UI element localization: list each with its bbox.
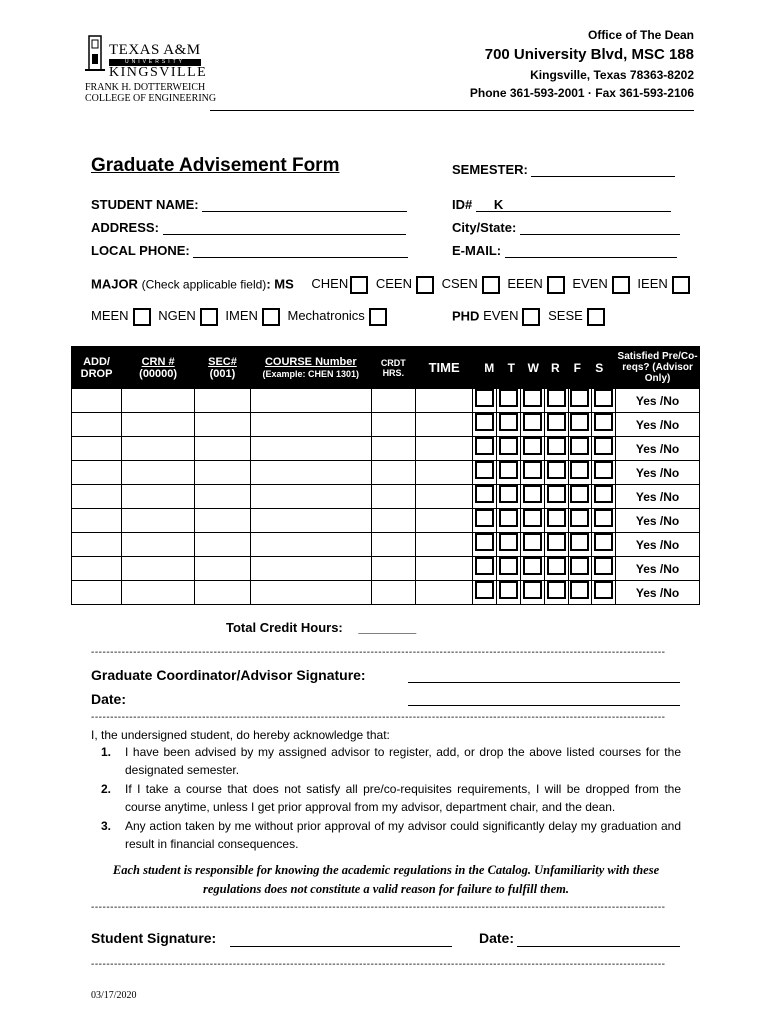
id-input[interactable] xyxy=(476,197,671,212)
table-row xyxy=(72,581,700,605)
address-label: ADDRESS: xyxy=(91,220,159,235)
id-prefix: K xyxy=(493,197,504,212)
cell-add-drop[interactable] xyxy=(72,461,122,485)
cell-time[interactable] xyxy=(415,437,473,461)
cell-day xyxy=(544,581,568,605)
cell-add-drop[interactable] xyxy=(72,533,122,557)
cell-yes-no[interactable]: Yes /No xyxy=(616,581,700,605)
cell-day xyxy=(544,413,568,437)
major-label: MAJOR xyxy=(91,276,138,292)
cell-course[interactable] xyxy=(250,509,371,533)
cell-yes-no[interactable]: Yes /No xyxy=(616,557,700,581)
day-checkbox[interactable] xyxy=(547,581,566,599)
logo-kingsville: KINGSVILLE xyxy=(109,65,208,80)
day-checkbox[interactable] xyxy=(499,389,518,407)
logo-texas: TEXAS A&M xyxy=(109,42,201,58)
divider-1: ------------------------------------------------------------------------------------------------------------------------------------------------------ xyxy=(91,647,666,658)
day-checkbox[interactable] xyxy=(475,389,494,407)
day-checkbox[interactable] xyxy=(499,581,518,599)
cell-day xyxy=(473,413,497,437)
header-rule xyxy=(210,110,694,111)
divider-3: ------------------------------------------------------------------------------------------------------------------------------------------------------ xyxy=(91,902,666,913)
email-label: E-MAIL: xyxy=(452,243,502,258)
major-option-ieen: IEEN xyxy=(637,276,693,291)
cell-day xyxy=(497,581,521,605)
cell-day xyxy=(544,509,568,533)
day-checkbox[interactable] xyxy=(547,485,566,503)
cell-day xyxy=(568,413,592,437)
cell-crn[interactable] xyxy=(122,533,195,557)
semester-label: SEMESTER: xyxy=(452,162,528,177)
cell-course[interactable] xyxy=(250,461,371,485)
table-row xyxy=(72,557,700,581)
checkbox-meen[interactable] xyxy=(133,308,151,326)
table-row xyxy=(72,437,700,461)
day-checkbox[interactable] xyxy=(499,509,518,527)
cell-day xyxy=(473,389,497,413)
day-checkbox[interactable] xyxy=(594,437,613,455)
cell-yes-no[interactable]: Yes /No xyxy=(616,509,700,533)
cell-day xyxy=(473,533,497,557)
day-checkbox[interactable] xyxy=(499,485,518,503)
phd-label: PHD xyxy=(452,308,480,324)
cell-day xyxy=(521,581,545,605)
day-checkbox[interactable] xyxy=(523,437,542,455)
major-option-mechatronics: Mechatronics xyxy=(288,308,391,323)
phd-option-even: EVEN xyxy=(483,308,544,323)
cell-yes-no[interactable]: Yes /No xyxy=(616,461,700,485)
day-checkbox[interactable] xyxy=(523,413,542,431)
cell-day xyxy=(568,533,592,557)
cell-day xyxy=(544,461,568,485)
cell-sec[interactable] xyxy=(195,413,251,437)
major-option-chen: CHEN xyxy=(311,276,372,291)
day-checkbox[interactable] xyxy=(570,509,589,527)
local-phone-label: LOCAL PHONE: xyxy=(91,243,190,258)
day-checkbox[interactable] xyxy=(594,485,613,503)
ms-label: : MS xyxy=(266,276,294,292)
cell-day xyxy=(592,485,616,509)
col-satisfied: Satisfied Pre/Co-reqs? (Advisor Only) xyxy=(616,347,700,389)
day-checkbox[interactable] xyxy=(523,557,542,575)
student-name-field xyxy=(91,197,407,212)
day-checkbox[interactable] xyxy=(594,413,613,431)
address-input[interactable] xyxy=(163,220,406,235)
day-checkbox[interactable] xyxy=(594,557,613,575)
day-checkbox[interactable] xyxy=(523,485,542,503)
cell-time[interactable] xyxy=(415,389,473,413)
major-row-2 xyxy=(91,308,391,326)
semester-field xyxy=(452,162,675,177)
total-credit-hours xyxy=(226,620,416,635)
checkbox-ieen[interactable] xyxy=(672,276,690,294)
day-checkbox[interactable] xyxy=(523,389,542,407)
day-checkbox[interactable] xyxy=(547,557,566,575)
email-input[interactable] xyxy=(505,243,677,258)
col-days: M T W R F S xyxy=(473,347,616,389)
checkbox-imen[interactable] xyxy=(262,308,280,326)
major-option-ceen: CEEN xyxy=(376,276,438,291)
logo-university: UNIVERSITY xyxy=(109,59,201,66)
day-checkbox[interactable] xyxy=(475,413,494,431)
day-checkbox[interactable] xyxy=(594,389,613,407)
acknowledgement-item-2: 2. If I take a course that does not satisfy all pre/co-requisites requirements, I will be dropped from the course anytime, unless I get prior approval from my advisor, department chair, and the dean. xyxy=(101,782,681,814)
table-header xyxy=(72,347,700,389)
cell-yes-no[interactable]: Yes /No xyxy=(616,437,700,461)
table-row xyxy=(72,413,700,437)
cell-yes-no[interactable]: Yes /No xyxy=(616,485,700,509)
cell-add-drop[interactable] xyxy=(72,509,122,533)
day-checkbox[interactable] xyxy=(570,533,589,551)
cell-day xyxy=(473,557,497,581)
cell-day xyxy=(521,437,545,461)
major-option-imen: IMEN xyxy=(225,308,284,323)
student-date-label: Date: xyxy=(479,930,515,946)
cell-crdt[interactable] xyxy=(371,389,415,413)
cell-crn[interactable] xyxy=(122,437,195,461)
cell-day xyxy=(521,389,545,413)
day-checkbox[interactable] xyxy=(570,389,589,407)
day-checkbox[interactable] xyxy=(475,533,494,551)
day-checkbox[interactable] xyxy=(570,413,589,431)
cell-day xyxy=(473,437,497,461)
table-row xyxy=(72,509,700,533)
cell-day xyxy=(497,485,521,509)
course-table xyxy=(71,346,700,605)
col-crdt: CRDT HRS. xyxy=(371,347,415,389)
email-field xyxy=(452,243,677,258)
cell-yes-no[interactable]: Yes /No xyxy=(616,533,700,557)
cell-crn[interactable] xyxy=(122,557,195,581)
major-option-even: EVEN xyxy=(572,276,633,291)
cell-day xyxy=(521,413,545,437)
logo-college-dept: COLLEGE OF ENGINEERING xyxy=(85,93,217,104)
day-checkbox[interactable] xyxy=(475,437,494,455)
city-state-input[interactable] xyxy=(520,220,680,235)
cell-sec[interactable] xyxy=(195,581,251,605)
total-label: Total Credit Hours: xyxy=(226,620,343,635)
cell-course[interactable] xyxy=(250,557,371,581)
cell-crn[interactable] xyxy=(122,389,195,413)
cell-day xyxy=(521,557,545,581)
cell-add-drop[interactable] xyxy=(72,437,122,461)
col-sec: SEC# (001) xyxy=(195,347,251,389)
cell-crdt[interactable] xyxy=(371,485,415,509)
advisor-signature-label: Graduate Coordinator/Advisor Signature: xyxy=(91,667,366,683)
checkbox-eeen[interactable] xyxy=(547,276,565,294)
office-title: Office of The Dean xyxy=(587,28,694,42)
cell-day xyxy=(521,509,545,533)
cell-day xyxy=(592,557,616,581)
checkbox-chen[interactable] xyxy=(350,276,368,294)
day-checkbox[interactable] xyxy=(499,413,518,431)
cell-sec[interactable] xyxy=(195,509,251,533)
cell-crn[interactable] xyxy=(122,461,195,485)
cell-day xyxy=(592,413,616,437)
day-checkbox[interactable] xyxy=(475,557,494,575)
acknowledgement-item-3: 3. Any action taken by me without prior approval of my advisor could significantly delay my graduation and result in financial consequences. xyxy=(101,819,681,851)
cell-crdt[interactable] xyxy=(371,413,415,437)
major-option-meen: MEEN xyxy=(91,308,155,323)
day-checkbox[interactable] xyxy=(547,461,566,479)
cell-day xyxy=(568,485,592,509)
cell-day xyxy=(497,413,521,437)
cell-sec[interactable] xyxy=(195,389,251,413)
cell-yes-no[interactable]: Yes /No xyxy=(616,413,700,437)
day-checkbox[interactable] xyxy=(475,461,494,479)
student-name-input[interactable] xyxy=(202,197,407,212)
day-checkbox[interactable] xyxy=(594,509,613,527)
catalog-notice: Each student is responsible for knowing the academic regulations in the Catalog. Unfamiliarity with these regulations does not constitute a valid reason for failure to fulfill them. xyxy=(112,863,660,896)
checkbox-csen[interactable] xyxy=(482,276,500,294)
advisor-signature-input[interactable] xyxy=(408,668,680,683)
cell-day xyxy=(544,533,568,557)
cell-crdt[interactable] xyxy=(371,557,415,581)
cell-add-drop[interactable] xyxy=(72,413,122,437)
cell-time[interactable] xyxy=(415,413,473,437)
logo-college-name: FRANK H. DOTTERWEICH xyxy=(85,82,206,93)
cell-day xyxy=(521,485,545,509)
col-crn: CRN # (00000) xyxy=(122,347,195,389)
day-checkbox[interactable] xyxy=(499,437,518,455)
student-name-label: STUDENT NAME: xyxy=(91,197,199,212)
cell-crn[interactable] xyxy=(122,413,195,437)
cell-crdt[interactable] xyxy=(371,461,415,485)
cell-day xyxy=(544,485,568,509)
checkbox-phd-sese[interactable] xyxy=(587,308,605,326)
cell-sec[interactable] xyxy=(195,557,251,581)
day-checkbox[interactable] xyxy=(499,461,518,479)
table-row xyxy=(72,461,700,485)
cell-sec[interactable] xyxy=(195,461,251,485)
cell-day xyxy=(544,557,568,581)
cell-day xyxy=(497,509,521,533)
day-checkbox[interactable] xyxy=(594,533,613,551)
major-hint: (Check applicable field) xyxy=(141,277,267,292)
checkbox-ngen[interactable] xyxy=(200,308,218,326)
day-checkbox[interactable] xyxy=(594,581,613,599)
day-checkbox[interactable] xyxy=(547,413,566,431)
city-state-label: City/State: xyxy=(452,220,517,235)
cell-day xyxy=(497,389,521,413)
cell-add-drop[interactable] xyxy=(72,389,122,413)
student-signature-label: Student Signature: xyxy=(91,930,217,946)
cell-sec[interactable] xyxy=(195,533,251,557)
cell-day xyxy=(568,509,592,533)
cell-time[interactable] xyxy=(415,485,473,509)
cell-day xyxy=(544,389,568,413)
day-checkbox[interactable] xyxy=(523,509,542,527)
divider-4: ------------------------------------------------------------------------------------------------------------------------------------------------------ xyxy=(91,959,666,970)
cell-day xyxy=(544,437,568,461)
cell-day xyxy=(521,533,545,557)
address-line2: Kingsville, Texas 78363-8202 xyxy=(530,68,694,82)
phd-row xyxy=(452,308,609,326)
day-checkbox[interactable] xyxy=(547,437,566,455)
cell-day xyxy=(497,437,521,461)
cell-course[interactable] xyxy=(250,437,371,461)
col-add-drop: ADD/ DROP xyxy=(72,347,122,389)
student-signature-input[interactable] xyxy=(230,932,452,947)
phone-fax: Phone 361-593-2001 · Fax 361-593-2106 xyxy=(469,86,694,100)
address-field xyxy=(91,220,406,235)
day-checkbox[interactable] xyxy=(547,509,566,527)
cell-day xyxy=(473,485,497,509)
col-time: TIME xyxy=(415,347,473,389)
cell-time[interactable] xyxy=(415,581,473,605)
checkbox-ceen[interactable] xyxy=(416,276,434,294)
day-checkbox[interactable] xyxy=(475,485,494,503)
cell-day xyxy=(592,533,616,557)
day-checkbox[interactable] xyxy=(570,437,589,455)
university-logo xyxy=(85,34,217,104)
major-option-eeen: EEEN xyxy=(507,276,568,291)
day-checkbox[interactable] xyxy=(570,557,589,575)
advisor-date-input[interactable] xyxy=(408,691,680,706)
footer-date: 03/17/2020 xyxy=(91,990,137,1001)
major-option-csen: CSEN xyxy=(442,276,504,291)
id-field xyxy=(452,197,671,212)
day-checkbox[interactable] xyxy=(547,533,566,551)
cell-day xyxy=(497,557,521,581)
day-checkbox[interactable] xyxy=(547,389,566,407)
phd-option-sese: SESE xyxy=(548,308,609,323)
day-checkbox[interactable] xyxy=(570,581,589,599)
table-row xyxy=(72,533,700,557)
cell-crdt[interactable] xyxy=(371,509,415,533)
cell-crn[interactable] xyxy=(122,485,195,509)
cell-day xyxy=(568,437,592,461)
cell-sec[interactable] xyxy=(195,437,251,461)
total-input[interactable]: ________ xyxy=(358,620,417,635)
cell-day xyxy=(497,533,521,557)
cell-course[interactable] xyxy=(250,413,371,437)
cell-course[interactable] xyxy=(250,533,371,557)
day-checkbox[interactable] xyxy=(570,485,589,503)
cell-day xyxy=(592,461,616,485)
cell-sec[interactable] xyxy=(195,485,251,509)
address-line1: 700 University Blvd, MSC 188 xyxy=(484,46,694,63)
table-row xyxy=(72,389,700,413)
day-checkbox[interactable] xyxy=(475,581,494,599)
cell-time[interactable] xyxy=(415,509,473,533)
cell-day xyxy=(497,461,521,485)
col-course: COURSE Number (Example: CHEN 1301) xyxy=(250,347,371,389)
day-checkbox[interactable] xyxy=(523,581,542,599)
student-date-input[interactable] xyxy=(517,932,680,947)
checkbox-even[interactable] xyxy=(612,276,630,294)
page-title: Graduate Advisement Form xyxy=(91,155,340,176)
semester-input[interactable] xyxy=(531,162,675,177)
cell-course[interactable] xyxy=(250,581,371,605)
local-phone-field xyxy=(91,243,408,258)
cell-day xyxy=(473,581,497,605)
divider-2: ------------------------------------------------------------------------------------------------------------------------------------------------------ xyxy=(91,712,666,723)
cell-day xyxy=(521,461,545,485)
day-checkbox[interactable] xyxy=(499,533,518,551)
cell-day xyxy=(473,509,497,533)
cell-crdt[interactable] xyxy=(371,581,415,605)
cell-day xyxy=(568,557,592,581)
cell-course[interactable] xyxy=(250,389,371,413)
cell-yes-no[interactable]: Yes /No xyxy=(616,389,700,413)
cell-day xyxy=(592,437,616,461)
major-option-ngen: NGEN xyxy=(158,308,222,323)
cell-time[interactable] xyxy=(415,533,473,557)
cell-day xyxy=(568,581,592,605)
cell-crn[interactable] xyxy=(122,509,195,533)
cell-day xyxy=(473,461,497,485)
local-phone-input[interactable] xyxy=(193,243,408,258)
day-checkbox[interactable] xyxy=(523,533,542,551)
table-row xyxy=(72,485,700,509)
checkbox-mechatronics[interactable] xyxy=(369,308,387,326)
day-checkbox[interactable] xyxy=(499,557,518,575)
cell-add-drop[interactable] xyxy=(72,557,122,581)
cell-add-drop[interactable] xyxy=(72,485,122,509)
id-label: ID# xyxy=(452,197,473,212)
day-checkbox[interactable] xyxy=(570,461,589,479)
cell-crdt[interactable] xyxy=(371,533,415,557)
cell-crn[interactable] xyxy=(122,581,195,605)
day-checkbox[interactable] xyxy=(523,461,542,479)
cell-time[interactable] xyxy=(415,557,473,581)
cell-day xyxy=(568,389,592,413)
checkbox-phd-even[interactable] xyxy=(522,308,540,326)
acknowledgement-intro: I, the undersigned student, do hereby acknowledge that: xyxy=(91,728,390,742)
tower-icon xyxy=(85,34,105,72)
cell-add-drop[interactable] xyxy=(72,581,122,605)
cell-time[interactable] xyxy=(415,461,473,485)
cell-day xyxy=(592,581,616,605)
cell-day xyxy=(592,509,616,533)
cell-crdt[interactable] xyxy=(371,437,415,461)
day-checkbox[interactable] xyxy=(594,461,613,479)
acknowledgement-item-1: 1. I have been advised by my assigned advisor to register, add, or drop the above listed courses for the designated semester. xyxy=(101,745,681,777)
cell-day xyxy=(592,389,616,413)
cell-course[interactable] xyxy=(250,485,371,509)
cell-day xyxy=(568,461,592,485)
advisor-date-label: Date: xyxy=(91,691,127,707)
major-row xyxy=(91,276,694,294)
day-checkbox[interactable] xyxy=(475,509,494,527)
city-state-field xyxy=(452,220,680,235)
